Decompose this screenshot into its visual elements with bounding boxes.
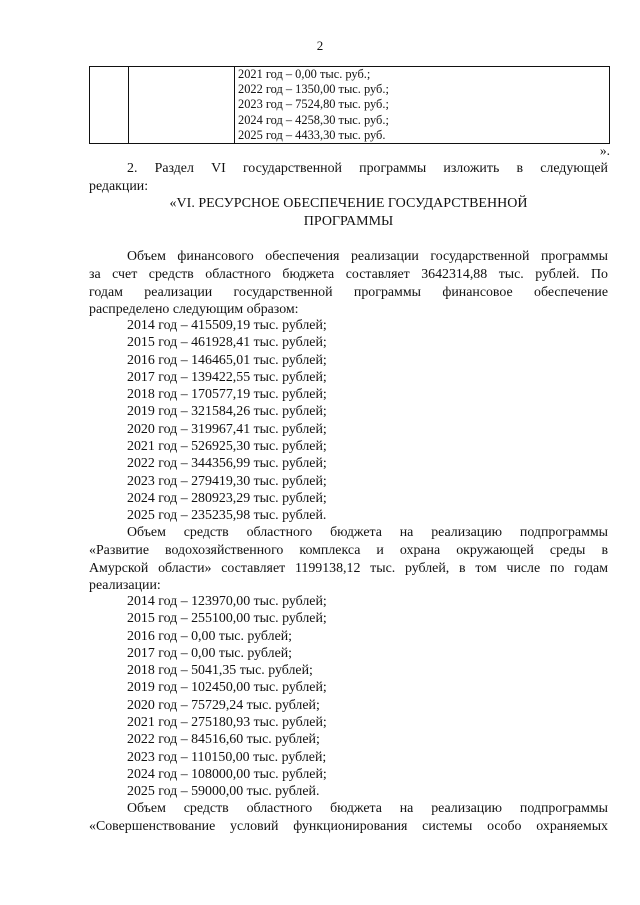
paragraph-line: 2. Раздел VI государственной программы изложить в следующей [127, 161, 608, 176]
table-row [90, 67, 610, 144]
list-item: 2016 год – 146465,01 тыс. рублей; [127, 352, 327, 368]
paragraph-line: Амурской области» составляет 1199138,12 тыс. рублей, в том числе по годам [89, 560, 608, 576]
list-item: 2014 год – 415509,19 тыс. рублей; [127, 318, 327, 333]
paragraph-subprogram-protected-areas [89, 800, 608, 836]
year-list-water [127, 593, 327, 801]
table-cell-values [235, 67, 610, 144]
list-item: 2016 год – 0,00 тыс. рублей; [127, 628, 293, 644]
list-item: 2023 год – 279419,30 тыс. рублей; [127, 473, 327, 489]
paragraph-line: Объем средств областного бюджета на реализацию подпрограммы [127, 525, 608, 540]
list-item: 2020 год – 75729,24 тыс. рублей; [127, 697, 320, 713]
paragraph-line: за счет средств областного бюджета составляет 3642314,88 тыс. рублей. По [89, 266, 608, 282]
list-item: 2018 год – 5041,35 тыс. рублей; [127, 663, 313, 679]
list-item: 2024 год – 280923,29 тыс. рублей; [127, 490, 327, 506]
year-list-total [127, 317, 327, 525]
heading-line: «VI. РЕСУРСНОЕ ОБЕСПЕЧЕНИЕ ГОСУДАРСТВЕННОЙ [169, 196, 528, 211]
list-item: 2014 год – 123970,00 тыс. рублей; [127, 594, 327, 609]
heading-line: ПРОГРАММЫ [303, 214, 394, 229]
closing-quote-mark: ». [599, 143, 610, 158]
paragraph-total-funding [89, 248, 608, 319]
list-item: 2017 год – 139422,55 тыс. рублей; [127, 369, 327, 385]
table-cell-empty-2 [129, 67, 235, 144]
list-item: 2021 год – 526925,30 тыс. рублей; [127, 439, 327, 455]
list-item: 2015 год – 255100,00 тыс. рублей; [127, 611, 327, 627]
paragraph-line: редакции: [89, 178, 149, 194]
funding-table-fragment [89, 66, 610, 144]
table-value-line: 2022 год – 1350,00 тыс. руб.; [238, 82, 389, 97]
paragraph-line: годам реализации государственной программы финансовое обеспечение [89, 284, 608, 300]
paragraph-line: распределено следующим образом: [89, 302, 299, 318]
list-item: 2025 год – 59000,00 тыс. рублей. [127, 784, 320, 800]
list-item: 2019 год – 102450,00 тыс. рублей; [127, 680, 327, 696]
section-heading [89, 195, 608, 231]
paragraph-section-change [89, 160, 608, 196]
list-item: 2020 год – 319967,41 тыс. рублей; [127, 421, 327, 437]
list-item: 2023 год – 110150,00 тыс. рублей; [127, 749, 327, 765]
list-item: 2018 год – 170577,19 тыс. рублей; [127, 387, 327, 403]
table-value-line: 2024 год – 4258,30 тыс. руб.; [238, 112, 389, 127]
paragraph-subprogram-water [89, 524, 608, 595]
paragraph-line: «Развитие водохозяйственного комплекса и охрана окружающей среды в [89, 542, 608, 558]
table-value-line: 2023 год – 7524,80 тыс. руб.; [238, 97, 389, 112]
list-item: 2025 год – 235235,98 тыс. рублей. [127, 508, 327, 524]
list-item: 2015 год – 461928,41 тыс. рублей; [127, 335, 327, 351]
paragraph-line: Объем финансового обеспечения реализации государственной программы [127, 249, 608, 264]
list-item: 2024 год – 108000,00 тыс. рублей; [127, 766, 327, 782]
paragraph-line: «Совершенствование условий функционирования системы особо охраняемых [89, 818, 608, 834]
table-cell-empty-1 [90, 67, 129, 144]
page-number: 2 [316, 38, 324, 53]
list-item: 2019 год – 321584,26 тыс. рублей; [127, 404, 327, 420]
table-value-line: 2021 год – 0,00 тыс. руб.; [238, 67, 371, 81]
list-item: 2022 год – 84516,60 тыс. рублей; [127, 732, 320, 748]
list-item: 2021 год – 275180,93 тыс. рублей; [127, 715, 327, 731]
list-item: 2017 год – 0,00 тыс. рублей; [127, 645, 293, 661]
paragraph-line: реализации: [89, 578, 161, 594]
paragraph-line: Объем средств областного бюджета на реализацию подпрограммы [127, 801, 608, 816]
table-value-line: 2025 год – 4433,30 тыс. руб. [238, 127, 386, 142]
list-item: 2022 год – 344356,99 тыс. рублей; [127, 456, 327, 472]
